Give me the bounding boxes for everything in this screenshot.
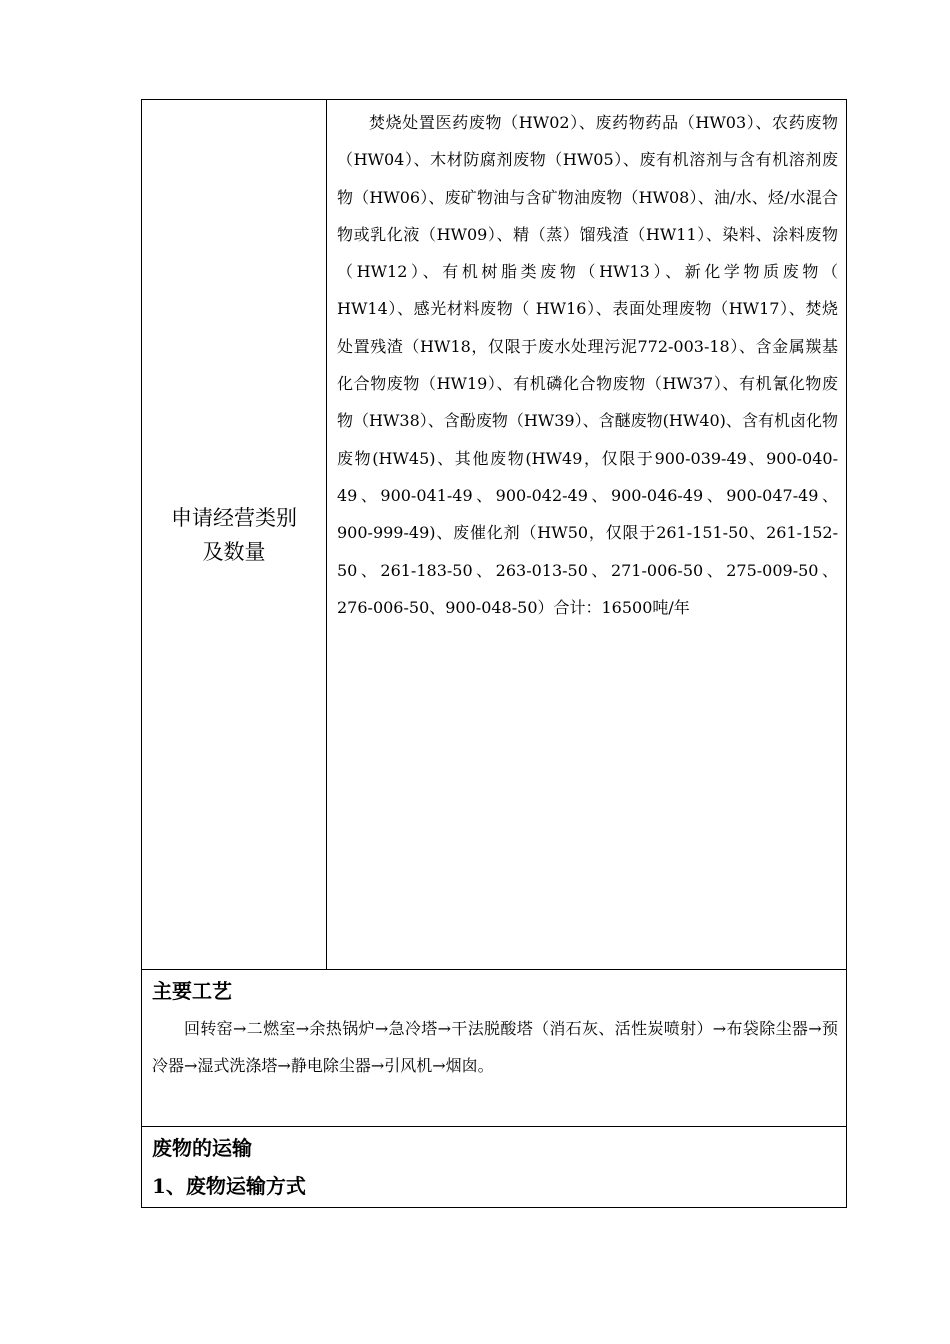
category-row	[142, 100, 847, 970]
category-label-cell	[142, 100, 327, 970]
process-cell	[142, 970, 847, 1127]
transport-heading: 废物的运输	[152, 1136, 252, 1160]
transport-row	[142, 1127, 847, 1208]
transport-cell	[142, 1127, 847, 1208]
process-heading: 主要工艺	[152, 979, 232, 1003]
category-content-text: 焚烧处置医药废物（HW02）、废药物药品（HW03）、农药废物（HW04）、木材防腐剂废物（HW05）、废有机溶剂与含有机溶剂废物（HW06）、废矿物油与含矿物油废物（HW08）、油/水、烃/水混合物或乳化液（HW09）、精（蒸）馏残渣（HW11）、染料、涂料废物（HW12）、有机树脂类废物（HW13）、新化学物质废物（ HW14）、感光材料废物（ HW16）、表面处理废物（HW17）、焚烧处置残渣（HW18，仅限于废水处理污泥772-003-18）、含金属羰基化合物废物（HW19）、有机磷化合物废物（HW37）、有机氰化物废物（HW38）、含酚废物（HW39）、含醚废物(HW40)、含有机卤化物废物(HW45)、其他废物(HW49，仅限于900-039-49、900-040-49、900-041-49、900-042-49、900-046-49、900-047-49、900-999-49)、废催化剂（HW50，仅限于261-151-50、261-152-50、261-183-50、263-013-50、271-006-50、275-009-50、276-006-50、900-048-50）合计：16500吨/年	[337, 113, 838, 617]
category-label-line-1: 申请经营类别	[171, 505, 297, 530]
process-row	[142, 970, 847, 1127]
category-label-line-2: 及数量	[202, 539, 266, 564]
category-content-cell	[327, 100, 847, 970]
transport-subheading: 1、废物运输方式	[152, 1174, 306, 1198]
document-table	[141, 99, 847, 1208]
process-body: 回转窑→二燃室→余热锅炉→急冷塔→干法脱酸塔（消石灰、活性炭喷射）→布袋除尘器→预冷器→湿式洗涤塔→静电除尘器→引风机→烟囱。	[152, 1019, 838, 1075]
